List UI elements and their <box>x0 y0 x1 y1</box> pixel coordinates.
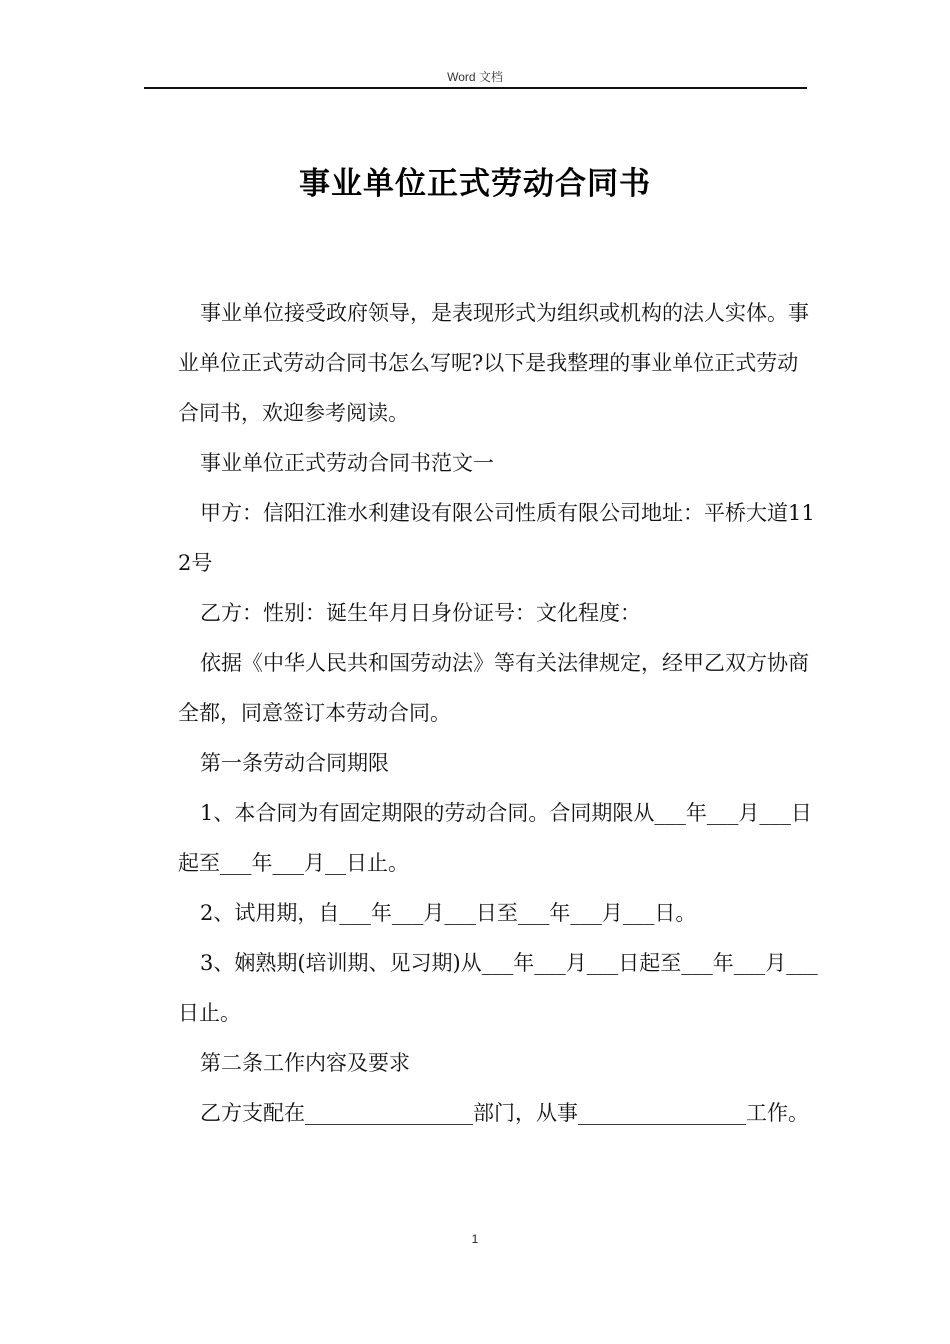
term-clause-3: 3、娴熟期(培训期、见习期)从___年___月___日起至___年___月___日止。 <box>178 951 818 1025</box>
party-b-paragraph: 乙方：性别：诞生年月日身份证号：文化程度： <box>200 601 641 625</box>
sample-heading: 事业单位正式劳动合同书范文一 <box>200 451 494 475</box>
article-2-heading: 第二条工作内容及要求 <box>200 1051 410 1075</box>
page-number: 1 <box>471 1232 479 1246</box>
party-a-paragraph: 甲方：信阳江淮水利建设有限公司性质有限公司地址：平桥大道112号 <box>178 501 815 575</box>
document-body <box>178 288 818 1138</box>
article-1-heading: 第一条劳动合同期限 <box>200 751 389 775</box>
work-assignment-paragraph: 乙方支配在________________部门，从事________________工作。 <box>200 1101 809 1125</box>
legal-basis-paragraph: 依据《中华人民共和国劳动法》等有关法律规定，经甲乙双方协商全都，同意签订本劳动合同。 <box>178 651 809 725</box>
page-header-label: Word 文档 <box>447 70 503 84</box>
intro-paragraph: 事业单位接受政府领导，是表现形式为组织或机构的法人实体。事业单位正式劳动合同书怎么写呢?以下是我整理的事业单位正式劳动合同书，欢迎参考阅读。 <box>178 301 809 425</box>
document-title: 事业单位正式劳动合同书 <box>299 166 651 202</box>
term-clause-2: 2、试用期，自___年___月___日至___年___月___日。 <box>200 901 697 925</box>
term-clause-1: 1、本合同为有固定期限的劳动合同。合同期限从___年___月___日起至___年___月__日止。 <box>178 801 812 875</box>
header-divider <box>144 87 807 89</box>
